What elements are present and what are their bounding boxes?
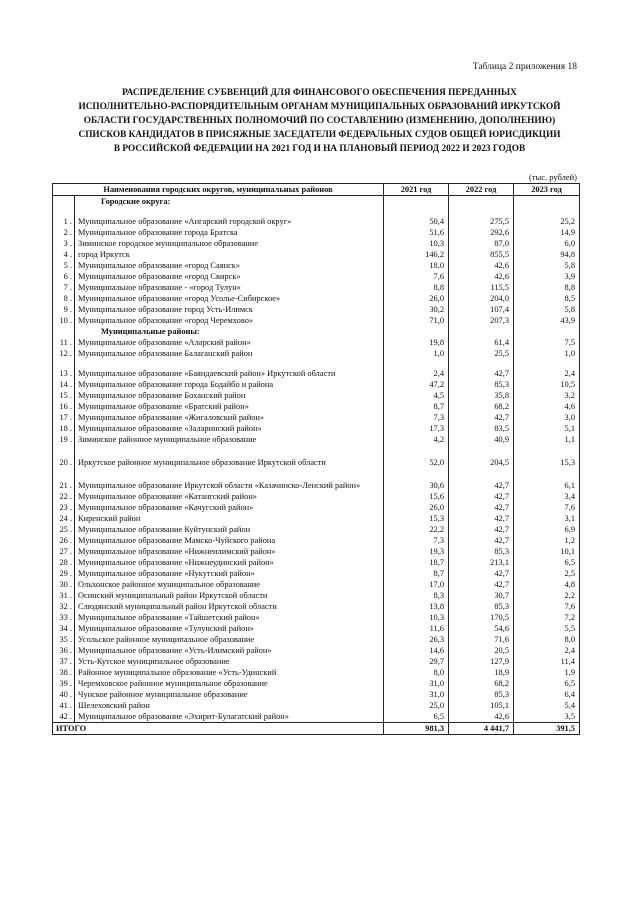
value-2022: 42,7 [449,412,514,423]
municipality-name: Муниципальное образование «Баяндаевский район» Иркутской области [75,359,384,379]
table-row [53,656,580,667]
row-number: 40 . [53,689,75,700]
municipality-name: Муниципальное образование Балаганский район [75,348,384,359]
table-row [53,315,580,326]
row-number: 28 . [53,557,75,568]
row-number: 21 . [53,468,75,491]
table-row [53,535,580,546]
value-2022: 85,3 [449,379,514,390]
value-2021: 71,0 [384,315,449,326]
row-number: 20 . [53,445,75,468]
row-number: 5 . [53,260,75,271]
table-row [53,711,580,723]
row-number: 3 . [53,238,75,249]
title-line-3: ОБЛАСТИ ГОСУДАРСТВЕННЫХ ПОЛНОМОЧИЙ ПО СОСТАВЛЕНИЮ (ИЗМЕНЕНИЮ, ДОПОЛНЕНИЮ) [83,116,556,126]
value-2021: 19,3 [384,546,449,557]
value-2023: 1,2 [514,535,580,546]
table-header-row [53,184,580,196]
total-2023: 391,5 [514,723,580,735]
value-2022: 170,5 [449,612,514,623]
value-2023: 5,4 [514,700,580,711]
row-number: 25 . [53,524,75,535]
value-2023: 6,9 [514,524,580,535]
value-2021: 26,3 [384,634,449,645]
value-2021: 17,3 [384,423,449,434]
value-2021: 25,0 [384,700,449,711]
table-row [53,390,580,401]
row-number: 32 . [53,601,75,612]
value-2023: 1,1 [514,434,580,445]
value-2022: 42,7 [449,568,514,579]
table-row [53,238,580,249]
row-number: 37 . [53,656,75,667]
value-2021: 13,8 [384,601,449,612]
value-2023: 2,4 [514,359,580,379]
value-2023: 3,2 [514,390,580,401]
value-2022: 85,3 [449,546,514,557]
value-2023: 5,1 [514,423,580,434]
table-row [53,623,580,634]
table-row [53,468,580,491]
table-row [53,304,580,315]
total-2022: 4 441,7 [449,723,514,735]
empty-cell [449,326,514,337]
value-2021: 7,6 [384,271,449,282]
value-2022: 18,9 [449,667,514,678]
value-2022: 275,5 [449,207,514,227]
row-number: 38 . [53,667,75,678]
value-2023: 4,8 [514,579,580,590]
municipality-name: Муниципальное образование «Катангский район» [75,491,384,502]
table-row [53,423,580,434]
value-2022: 107,4 [449,304,514,315]
empty-cell [384,326,449,337]
value-2022: 68,2 [449,401,514,412]
value-2021: 8,7 [384,568,449,579]
value-2022: 40,9 [449,434,514,445]
value-2021: 7,3 [384,535,449,546]
table-row [53,337,580,348]
value-2023: 8,8 [514,282,580,293]
row-number: 33 . [53,612,75,623]
value-2023: 8,5 [514,293,580,304]
municipality-name: Иркутское районное муниципальное образование Иркутской области [75,445,384,468]
row-number: 23 . [53,502,75,513]
value-2021: 29,7 [384,656,449,667]
table-row [53,491,580,502]
municipality-name: Муниципальное образование «город Черемхово» [75,315,384,326]
value-2022: 42,7 [449,535,514,546]
value-2021: 10,3 [384,238,449,249]
value-2021: 4,2 [384,434,449,445]
value-2021: 15,3 [384,513,449,524]
municipality-name: Усольское районное муниципальное образование [75,634,384,645]
table-row [53,227,580,238]
value-2021: 1,0 [384,348,449,359]
table-row [53,546,580,557]
municipality-name: Муниципальное образование «Жигаловский район» [75,412,384,423]
municipality-name: Муниципальное образование города Братска [75,227,384,238]
value-2022: 855,5 [449,249,514,260]
value-2023: 2,2 [514,590,580,601]
value-2021: 26,0 [384,502,449,513]
value-2021: 8,8 [384,282,449,293]
table-row [53,678,580,689]
municipality-name: Муниципальное образование «Тулунский район» [75,623,384,634]
municipality-name: Осинский муниципальный район Иркутской области [75,590,384,601]
row-number: 10 . [53,315,75,326]
value-2023: 8,0 [514,634,580,645]
value-2023: 3,0 [514,412,580,423]
value-2021: 22,2 [384,524,449,535]
row-number: 15 . [53,390,75,401]
table-row [53,612,580,623]
row-number: 2 . [53,227,75,238]
row-number: 4 . [53,249,75,260]
value-2022: 42,7 [449,502,514,513]
municipality-name: Муниципальное образование Мамско-Чуйского района [75,535,384,546]
value-2023: 3,9 [514,271,580,282]
value-2021: 50,4 [384,207,449,227]
value-2021: 8,3 [384,590,449,601]
value-2023: 14,9 [514,227,580,238]
municipality-name: Киренский район [75,513,384,524]
value-2021: 15,6 [384,491,449,502]
value-2022: 213,1 [449,557,514,568]
value-2022: 83,5 [449,423,514,434]
municipality-name: Муниципальное образование «Нижнеудинский район» [75,557,384,568]
value-2021: 14,6 [384,645,449,656]
table-row [53,282,580,293]
value-2023: 3,5 [514,711,580,723]
value-2023: 7,2 [514,612,580,623]
municipality-name: Муниципальное образование «Аларский район» [75,337,384,348]
empty-cell [514,196,580,208]
table-row [53,557,580,568]
municipality-name: Муниципальное образование Иркутской области «Казачинско-Ленский район» [75,468,384,491]
value-2022: 30,7 [449,590,514,601]
value-2022: 42,7 [449,513,514,524]
section-row [53,326,580,337]
table-row [53,579,580,590]
value-2023: 15,3 [514,445,580,468]
value-2022: 292,6 [449,227,514,238]
municipality-name: Ольхонское районное муниципальное образование [75,579,384,590]
table-row [53,689,580,700]
row-number: 31 . [53,590,75,601]
row-number: 42 . [53,711,75,723]
value-2023: 6,5 [514,678,580,689]
header-2022: 2022 год [449,184,514,196]
value-2022: 42,7 [449,468,514,491]
row-number: 35 . [53,634,75,645]
value-2021: 30,2 [384,304,449,315]
municipality-name: Слюдянский муниципальный район Иркутской области [75,601,384,612]
municipality-name: Муниципальное образование - «город Тулун» [75,282,384,293]
row-number: 34 . [53,623,75,634]
value-2021: 10,3 [384,612,449,623]
municipality-name: Муниципальное образование «город Саянск» [75,260,384,271]
empty-cell [384,196,449,208]
value-2023: 2,5 [514,568,580,579]
table-row [53,401,580,412]
section-title: Городские округа: [75,196,384,208]
table-row [53,207,580,227]
value-2022: 42,7 [449,491,514,502]
empty-cell [449,196,514,208]
value-2021: 19,8 [384,337,449,348]
table-row [53,445,580,468]
value-2022: 42,7 [449,579,514,590]
title-line-1: РАСПРЕДЕЛЕНИЕ СУБВЕНЦИЙ ДЛЯ ФИНАНСОВОГО ОБЕСПЕЧЕНИЯ ПЕРЕДАННЫХ [122,88,517,98]
value-2022: 105,1 [449,700,514,711]
document-title [40,86,599,156]
row-number: 17 . [53,412,75,423]
value-2022: 54,6 [449,623,514,634]
row-number: 8 . [53,293,75,304]
municipality-name: Муниципальное образование «Усть-Илимский район» [75,645,384,656]
table-row [53,513,580,524]
value-2023: 5,5 [514,623,580,634]
row-number: 27 . [53,546,75,557]
value-2022: 42,7 [449,359,514,379]
municipality-name: Зиминское городское муниципальное образование [75,238,384,249]
value-2021: 4,5 [384,390,449,401]
row-number: 12 . [53,348,75,359]
table-row [53,645,580,656]
value-2021: 18,0 [384,260,449,271]
row-number [53,326,75,337]
row-number: 26 . [53,535,75,546]
header-2023: 2023 год [514,184,580,196]
municipality-name: Муниципальное образование города Бодайбо и района [75,379,384,390]
municipality-name: Усть-Кутское муниципальное образование [75,656,384,667]
value-2021: 146,2 [384,249,449,260]
value-2021: 47,2 [384,379,449,390]
row-number: 18 . [53,423,75,434]
total-row [53,723,580,735]
table-row [53,359,580,379]
municipality-name: Муниципальное образование Куйтунский район [75,524,384,535]
value-2022: 20,5 [449,645,514,656]
value-2022: 207,3 [449,315,514,326]
row-number: 24 . [53,513,75,524]
value-2022: 42,6 [449,271,514,282]
table-row [53,271,580,282]
value-2021: 51,6 [384,227,449,238]
row-number: 29 . [53,568,75,579]
table-row [53,379,580,390]
value-2022: 87,0 [449,238,514,249]
value-2023: 6,4 [514,689,580,700]
empty-cell [514,326,580,337]
row-number: 36 . [53,645,75,656]
municipality-name: Районное муниципальное образование «Усть-Удинский [75,667,384,678]
appendix-label: Таблица 2 приложения 18 [472,62,577,72]
municipality-name: Муниципальное образование Боханский район [75,390,384,401]
units-label: (тыс. рублей) [528,172,577,182]
header-2021: 2021 год [384,184,449,196]
value-2022: 42,6 [449,711,514,723]
table-row [53,348,580,359]
table-row [53,434,580,445]
value-2023: 25,2 [514,207,580,227]
municipality-name: Черемховское районное муниципальное образование [75,678,384,689]
value-2022: 42,6 [449,260,514,271]
value-2023: 3,4 [514,491,580,502]
title-line-2: ИСПОЛНИТЕЛЬНО-РАСПОРЯДИТЕЛЬНЫМ ОРГАНАМ МУНИЦИПАЛЬНЫХ ОБРАЗОВАНИЙ ИРКУТСКОЙ [78,102,561,112]
municipality-name: Муниципальное образование «Нукутский район» [75,568,384,579]
value-2021: 31,0 [384,689,449,700]
value-2023: 94,8 [514,249,580,260]
table-row [53,667,580,678]
title-line-5: В РОССИЙСКОЙ ФЕДЕРАЦИИ НА 2021 ГОД И НА ПЛАНОВЫЙ ПЕРИОД 2022 И 2023 ГОДОВ [113,144,526,154]
value-2022: 127,9 [449,656,514,667]
value-2021: 52,0 [384,445,449,468]
value-2021: 26,0 [384,293,449,304]
municipality-name: Муниципальное образование «Заларинский район» [75,423,384,434]
municipality-name: Муниципальное образование «Качугский район» [75,502,384,513]
value-2022: 71,6 [449,634,514,645]
value-2022: 204,5 [449,445,514,468]
value-2021: 2,4 [384,359,449,379]
row-number: 7 . [53,282,75,293]
value-2022: 85,3 [449,601,514,612]
municipality-name: Муниципальное образование «Ангарский городской округ» [75,207,384,227]
row-number: 11 . [53,337,75,348]
total-label: ИТОГО [53,723,384,735]
value-2022: 85,3 [449,689,514,700]
value-2023: 10,5 [514,379,580,390]
municipality-name: Зиминское районное муниципальное образование [75,434,384,445]
row-number: 41 . [53,700,75,711]
value-2023: 11,4 [514,656,580,667]
value-2023: 2,4 [514,645,580,656]
municipality-name: Муниципальное образование «Нижнеилимский район» [75,546,384,557]
table-row [53,293,580,304]
row-number: 22 . [53,491,75,502]
value-2023: 6,5 [514,557,580,568]
table-row [53,524,580,535]
table-row [53,601,580,612]
table-row [53,700,580,711]
value-2022: 68,2 [449,678,514,689]
row-number: 6 . [53,271,75,282]
total-2021: 981,3 [384,723,449,735]
table-row [53,249,580,260]
row-number: 9 . [53,304,75,315]
municipality-name: Муниципальное образование «Эхирит-Булагатский район» [75,711,384,723]
municipality-name: Муниципальное образование «город Свирск» [75,271,384,282]
value-2023: 4,6 [514,401,580,412]
value-2023: 43,9 [514,315,580,326]
value-2021: 30,6 [384,468,449,491]
value-2022: 115,5 [449,282,514,293]
value-2021: 11,6 [384,623,449,634]
value-2021: 31,0 [384,678,449,689]
row-number: 30 . [53,579,75,590]
municipality-name: Муниципальное образование «Братский район» [75,401,384,412]
section-row [53,196,580,208]
table-row [53,568,580,579]
value-2023: 5,8 [514,260,580,271]
value-2023: 7,5 [514,337,580,348]
row-number [53,196,75,208]
municipality-name: Муниципальное образование «город Усолье-Сибирское» [75,293,384,304]
row-number: 19 . [53,434,75,445]
value-2023: 7,6 [514,601,580,612]
table-row [53,260,580,271]
value-2023: 10,1 [514,546,580,557]
value-2021: 8,7 [384,401,449,412]
row-number: 1 . [53,207,75,227]
table-row [53,502,580,513]
value-2021: 8,0 [384,667,449,678]
value-2022: 35,8 [449,390,514,401]
municipality-name: Шелеховский район [75,700,384,711]
row-number: 16 . [53,401,75,412]
value-2023: 6,1 [514,468,580,491]
value-2021: 7,3 [384,412,449,423]
value-2022: 42,7 [449,524,514,535]
municipality-name: город Иркутск [75,249,384,260]
value-2023: 3,1 [514,513,580,524]
value-2023: 6,0 [514,238,580,249]
value-2023: 1,0 [514,348,580,359]
municipality-name: Муниципальное образование «Тайшетский район» [75,612,384,623]
header-name: Наименования городских округов, муниципальных районов [53,184,384,196]
municipality-name: Муниципальное образование город Усть-Илимск [75,304,384,315]
row-number: 13 . [53,359,75,379]
value-2021: 18,7 [384,557,449,568]
value-2021: 17,0 [384,579,449,590]
table-row [53,412,580,423]
municipality-name: Чунское районное муниципальное образование [75,689,384,700]
value-2022: 61,4 [449,337,514,348]
table-row [53,590,580,601]
section-title: Муниципальные районы: [75,326,384,337]
value-2023: 5,8 [514,304,580,315]
table-body [53,196,580,723]
row-number: 14 . [53,379,75,390]
row-number: 39 . [53,678,75,689]
value-2023: 7,6 [514,502,580,513]
value-2022: 204,0 [449,293,514,304]
value-2023: 1,9 [514,667,580,678]
value-2022: 25,5 [449,348,514,359]
value-2021: 6,5 [384,711,449,723]
table-row [53,634,580,645]
title-line-4: СПИСКОВ КАНДИДАТОВ В ПРИСЯЖНЫЕ ЗАСЕДАТЕЛИ ФЕДЕРАЛЬНЫХ СУДОВ ОБЩЕЙ ЮРИСДИКЦИИ [78,130,561,140]
subsidy-table [52,183,580,735]
